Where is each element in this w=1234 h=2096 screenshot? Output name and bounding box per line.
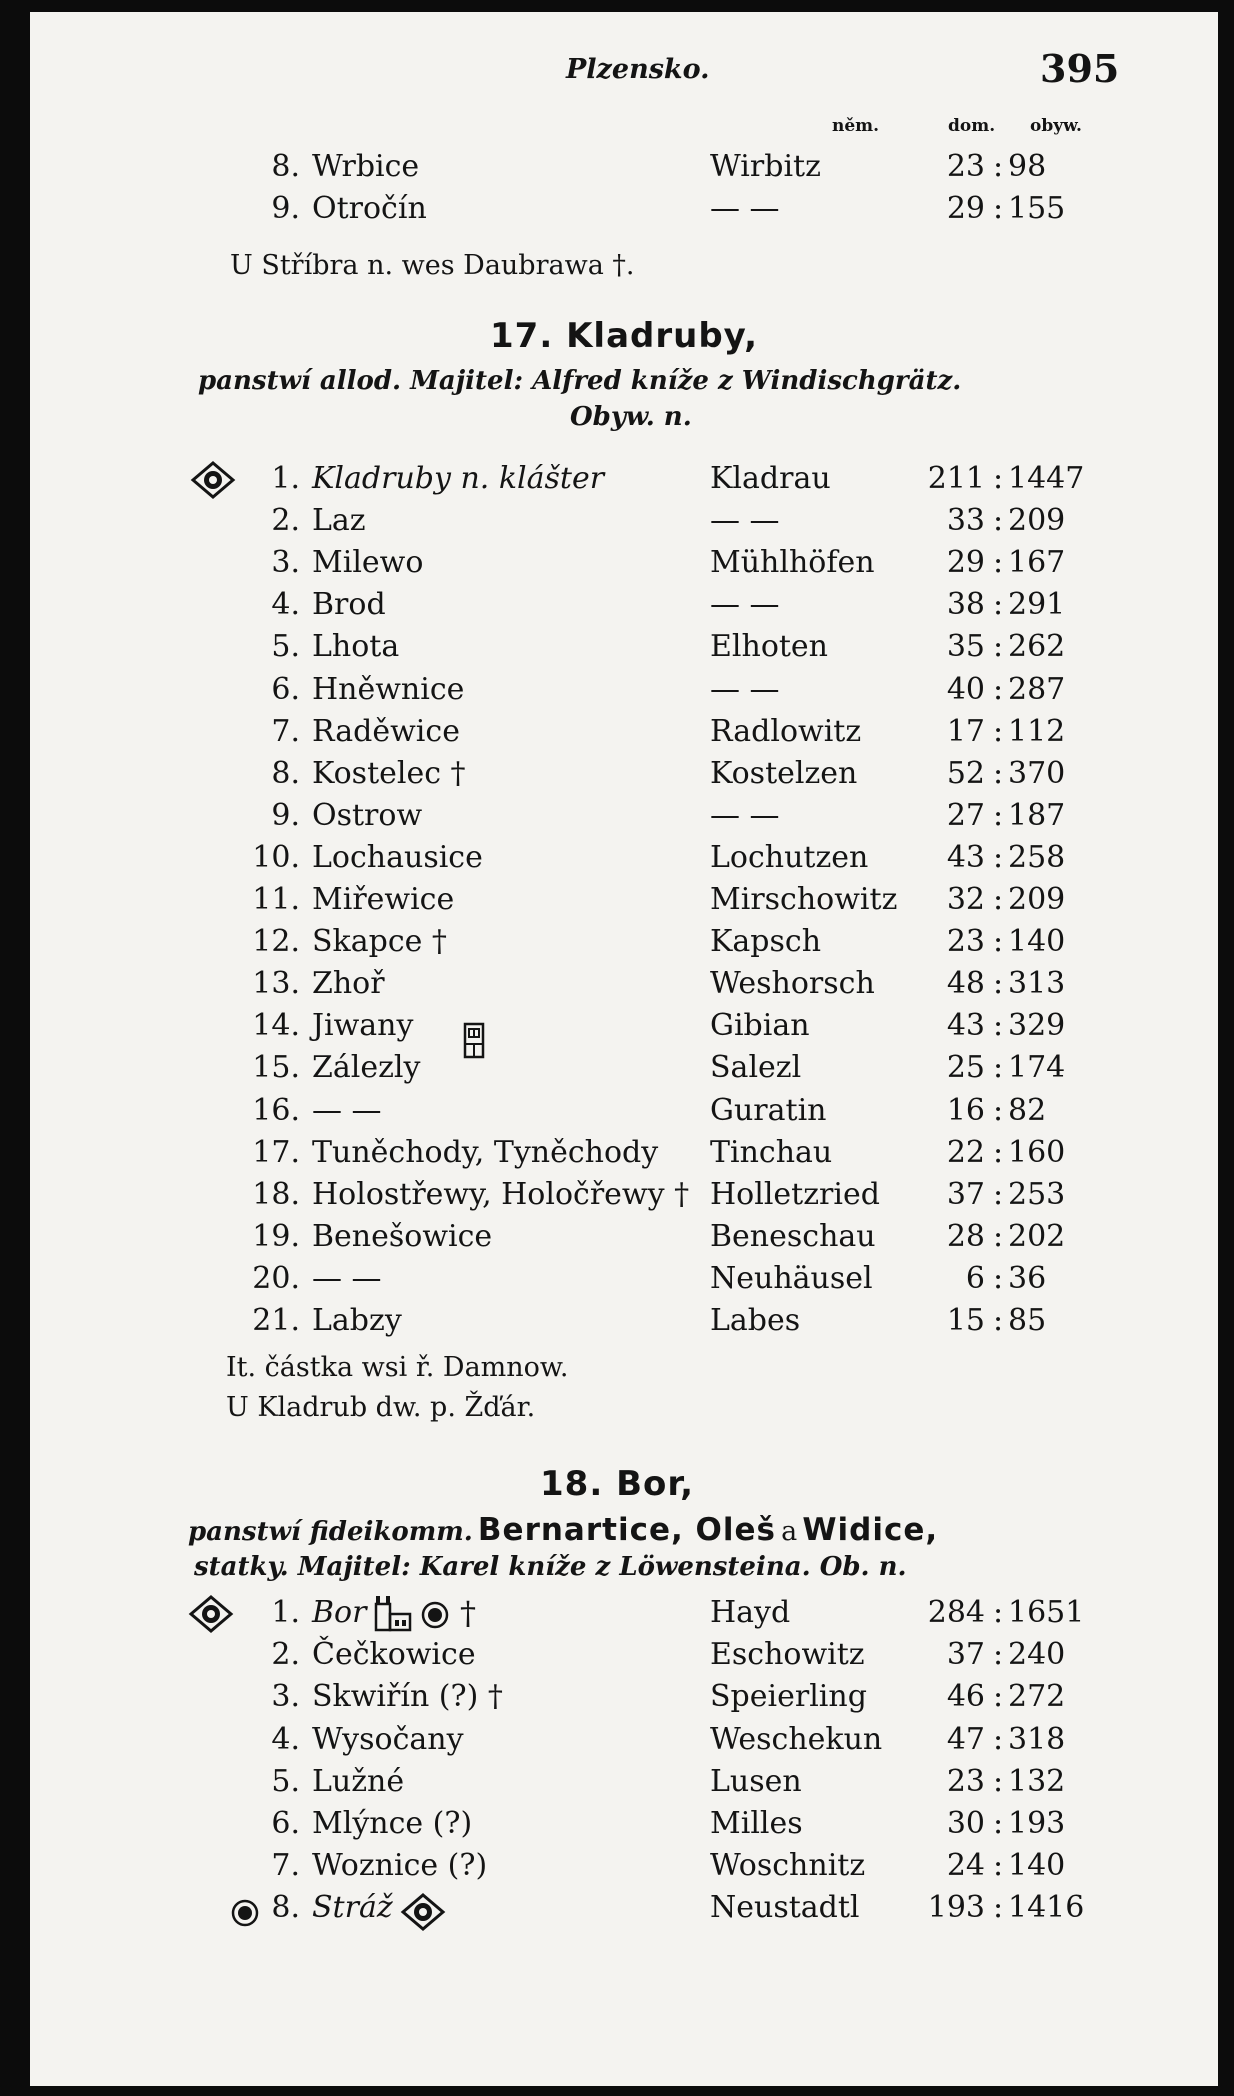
german-name: — — bbox=[710, 587, 780, 623]
population: 1651 bbox=[1008, 1595, 1085, 1630]
table-row bbox=[30, 1174, 1218, 1216]
village-name: — — bbox=[312, 1260, 382, 1296]
village-name: Kostelec † bbox=[312, 755, 466, 791]
table-row bbox=[30, 963, 1218, 1005]
table-row bbox=[30, 837, 1218, 879]
population: 132 bbox=[1008, 1763, 1066, 1799]
row-number: 1. bbox=[271, 1595, 300, 1630]
house-count: 37 bbox=[946, 1637, 985, 1673]
separator: : bbox=[992, 1008, 1004, 1044]
row-number: 7. bbox=[271, 1848, 300, 1884]
row-number: 3. bbox=[271, 545, 300, 581]
estate-names: Bernartice, Oleš bbox=[477, 1512, 777, 1548]
conjunction: a bbox=[781, 1516, 798, 1547]
population: 112 bbox=[1008, 713, 1066, 749]
house-count: 40 bbox=[946, 671, 985, 707]
population: 36 bbox=[1008, 1260, 1047, 1296]
section-18-subtitle bbox=[188, 1512, 938, 1548]
village-name: Laz bbox=[312, 503, 366, 539]
table-row bbox=[30, 1216, 1218, 1258]
village-name: Skwiřín (?) † bbox=[312, 1679, 503, 1715]
section-note: U Kladrub dw. p. Žďár. bbox=[226, 1392, 536, 1423]
village-name: Bor bbox=[312, 1595, 367, 1630]
table-row bbox=[30, 1803, 1218, 1845]
tower-icon bbox=[462, 1020, 486, 1060]
german-name: Speierling bbox=[710, 1679, 867, 1715]
village-name: Zálezly bbox=[312, 1050, 421, 1086]
manor-icon bbox=[230, 1898, 260, 1928]
separator: : bbox=[992, 1176, 1004, 1212]
separator: : bbox=[992, 1092, 1004, 1128]
separator: : bbox=[992, 587, 1004, 623]
village-name: Lužné bbox=[312, 1763, 405, 1799]
german-name: Guratin bbox=[710, 1092, 827, 1128]
table-row bbox=[30, 188, 1218, 230]
house-count: 17 bbox=[946, 713, 985, 749]
table-row bbox=[30, 1845, 1218, 1887]
population: 258 bbox=[1008, 839, 1066, 875]
col-header-german: něm. bbox=[832, 116, 880, 136]
house-count: 48 bbox=[946, 966, 985, 1002]
table-row bbox=[30, 1090, 1218, 1132]
house-count: 35 bbox=[946, 629, 985, 665]
section-17-title: 17. Kladruby, bbox=[490, 316, 759, 356]
table-row bbox=[30, 753, 1218, 795]
separator: : bbox=[992, 1260, 1004, 1296]
table-row bbox=[30, 584, 1218, 626]
estate-name-widice: Widice, bbox=[802, 1512, 939, 1548]
village-name: Woznice (?) bbox=[312, 1848, 488, 1884]
row-number: 9. bbox=[271, 191, 300, 226]
table-row bbox=[30, 1005, 1218, 1047]
house-count: 29 bbox=[946, 191, 985, 226]
village-name: Wrbice bbox=[312, 149, 420, 184]
section-17-subtitle-2: Obyw. n. bbox=[570, 402, 692, 432]
german-name: Kostelzen bbox=[710, 755, 858, 791]
town-symbol-icon bbox=[188, 1594, 234, 1634]
row-number: 18. bbox=[252, 1176, 300, 1212]
row-number: 21. bbox=[252, 1303, 300, 1338]
row-number: 12. bbox=[252, 924, 300, 960]
row-number: 13. bbox=[252, 966, 300, 1002]
german-name: Elhoten bbox=[710, 629, 829, 665]
house-count: 16 bbox=[946, 1092, 985, 1128]
separator: : bbox=[992, 924, 1004, 960]
house-count: 284 bbox=[927, 1595, 985, 1630]
table-row bbox=[30, 500, 1218, 542]
house-count: 43 bbox=[946, 1008, 985, 1044]
house-count: 6 bbox=[965, 1260, 985, 1296]
german-name: — — bbox=[710, 671, 780, 707]
german-name: Labes bbox=[710, 1303, 801, 1338]
population: 160 bbox=[1008, 1134, 1066, 1170]
house-count: 33 bbox=[946, 503, 985, 539]
row-number: 10. bbox=[252, 839, 300, 875]
row-number: 9. bbox=[271, 797, 300, 833]
row-number: 6. bbox=[271, 671, 300, 707]
population: 1447 bbox=[1008, 461, 1085, 496]
separator: : bbox=[992, 713, 1004, 749]
village-name: Čečkowice bbox=[312, 1637, 476, 1673]
village-name: Jiwany bbox=[312, 1008, 414, 1044]
house-count: 37 bbox=[946, 1176, 985, 1212]
village-name: Hněwnice bbox=[312, 671, 465, 707]
row-number: 17. bbox=[252, 1134, 300, 1170]
separator: : bbox=[992, 1806, 1004, 1841]
row-number: 5. bbox=[271, 629, 300, 665]
village-name: Zhoř bbox=[312, 966, 385, 1002]
castle-icon bbox=[372, 1592, 414, 1634]
house-count: 23 bbox=[946, 924, 985, 960]
population: 240 bbox=[1008, 1637, 1066, 1673]
village-name: — — bbox=[312, 1092, 382, 1128]
german-name: Milles bbox=[710, 1806, 803, 1841]
separator: : bbox=[992, 1637, 1004, 1673]
row-number: 15. bbox=[252, 1050, 300, 1086]
village-name: Brod bbox=[312, 587, 386, 623]
german-name: Salezl bbox=[710, 1050, 802, 1086]
row-number: 2. bbox=[271, 503, 300, 539]
separator: : bbox=[992, 966, 1004, 1002]
separator: : bbox=[992, 755, 1004, 791]
row-number: 20. bbox=[252, 1260, 300, 1296]
row-number: 8. bbox=[271, 1890, 300, 1926]
separator: : bbox=[992, 839, 1004, 875]
german-name: Wirbitz bbox=[710, 149, 821, 184]
row-number: 5. bbox=[271, 1763, 300, 1799]
population: 167 bbox=[1008, 545, 1066, 581]
row-number: 8. bbox=[271, 755, 300, 791]
town-symbol-icon bbox=[400, 1892, 446, 1932]
population: 287 bbox=[1008, 671, 1066, 707]
table-row bbox=[30, 1719, 1218, 1761]
village-name: Stráž bbox=[312, 1890, 393, 1926]
german-name: Kladrau bbox=[710, 461, 831, 496]
house-count: 28 bbox=[946, 1218, 985, 1254]
house-count: 193 bbox=[927, 1890, 985, 1926]
population: 370 bbox=[1008, 755, 1066, 791]
german-name: — — bbox=[710, 797, 780, 833]
town-symbol-icon bbox=[190, 460, 236, 500]
table-row bbox=[30, 1300, 1218, 1342]
population: 291 bbox=[1008, 587, 1066, 623]
population: 187 bbox=[1008, 797, 1066, 833]
table-row bbox=[30, 1634, 1218, 1676]
section-18-title: 18. Bor, bbox=[540, 1464, 695, 1504]
german-name: Kapsch bbox=[710, 924, 822, 960]
page-number: 395 bbox=[1040, 46, 1120, 91]
house-count: 22 bbox=[946, 1134, 985, 1170]
table-row bbox=[30, 542, 1218, 584]
row-number: 19. bbox=[252, 1218, 300, 1254]
population: 318 bbox=[1008, 1721, 1066, 1757]
separator: : bbox=[992, 149, 1004, 184]
german-name: Holletzried bbox=[710, 1176, 880, 1212]
house-count: 47 bbox=[946, 1721, 985, 1757]
separator: : bbox=[992, 1848, 1004, 1884]
section-note: U Stříbra n. wes Daubrawa †. bbox=[230, 250, 635, 281]
section-note: It. částka wsi ř. Damnow. bbox=[226, 1352, 569, 1383]
population: 193 bbox=[1008, 1806, 1066, 1841]
population: 82 bbox=[1008, 1092, 1047, 1128]
german-name: Woschnitz bbox=[710, 1848, 866, 1884]
village-name: Raděwice bbox=[312, 713, 460, 749]
german-name: Weschekun bbox=[710, 1721, 883, 1757]
population: 98 bbox=[1008, 149, 1047, 184]
church-cross-icon: † bbox=[460, 1594, 476, 1632]
separator: : bbox=[992, 1721, 1004, 1757]
population: 85 bbox=[1008, 1303, 1047, 1338]
village-name: Holostřewy, Holočřewy † bbox=[312, 1176, 690, 1212]
col-header-houses: dom. bbox=[948, 116, 996, 136]
row-number: 6. bbox=[271, 1806, 300, 1841]
house-count: 15 bbox=[946, 1303, 985, 1338]
german-name: Neustadtl bbox=[710, 1890, 860, 1926]
population: 313 bbox=[1008, 966, 1066, 1002]
population: 202 bbox=[1008, 1218, 1066, 1254]
population: 209 bbox=[1008, 503, 1066, 539]
separator: : bbox=[992, 1763, 1004, 1799]
village-name: Mlýnce (?) bbox=[312, 1806, 473, 1841]
book-page bbox=[30, 12, 1218, 2086]
population: 262 bbox=[1008, 629, 1066, 665]
separator: : bbox=[992, 461, 1004, 496]
row-number: 3. bbox=[271, 1679, 300, 1715]
separator: : bbox=[992, 1134, 1004, 1170]
house-count: 43 bbox=[946, 839, 985, 875]
table-row bbox=[30, 1676, 1218, 1718]
house-count: 27 bbox=[946, 797, 985, 833]
german-name: Hayd bbox=[710, 1595, 791, 1630]
table-row bbox=[30, 879, 1218, 921]
house-count: 46 bbox=[946, 1679, 985, 1715]
village-name: Milewo bbox=[312, 545, 424, 581]
village-name: Labzy bbox=[312, 1303, 402, 1338]
table-row bbox=[30, 921, 1218, 963]
german-name: — — bbox=[710, 191, 780, 226]
village-name: Wysočany bbox=[312, 1721, 464, 1757]
german-name: Radlowitz bbox=[710, 713, 862, 749]
german-name: Neuhäusel bbox=[710, 1260, 873, 1296]
german-name: Beneschau bbox=[710, 1218, 876, 1254]
population: 253 bbox=[1008, 1176, 1066, 1212]
separator: : bbox=[992, 1050, 1004, 1086]
table-row bbox=[30, 146, 1218, 188]
separator: : bbox=[992, 1218, 1004, 1254]
col-header-inhabitants: obyw. bbox=[1030, 116, 1082, 136]
population: 174 bbox=[1008, 1050, 1066, 1086]
table-row bbox=[30, 795, 1218, 837]
separator: : bbox=[992, 545, 1004, 581]
row-number: 8. bbox=[271, 149, 300, 184]
village-name: Lochausice bbox=[312, 839, 483, 875]
village-name: Kladruby n. klášter bbox=[312, 461, 605, 496]
table-row bbox=[30, 711, 1218, 753]
row-number: 2. bbox=[271, 1637, 300, 1673]
house-count: 38 bbox=[946, 587, 985, 623]
population: 155 bbox=[1008, 191, 1066, 226]
german-name: — — bbox=[710, 503, 780, 539]
house-count: 30 bbox=[946, 1806, 985, 1841]
german-name: Lusen bbox=[710, 1763, 802, 1799]
house-count: 211 bbox=[927, 461, 985, 496]
row-number: 16. bbox=[252, 1092, 300, 1128]
table-row bbox=[30, 669, 1218, 711]
row-number: 4. bbox=[271, 1721, 300, 1757]
page-title: Plzensko. bbox=[566, 54, 710, 85]
german-name: Lochutzen bbox=[710, 839, 869, 875]
table-row bbox=[30, 1761, 1218, 1803]
row-number: 7. bbox=[271, 713, 300, 749]
village-name: Benešowice bbox=[312, 1218, 493, 1254]
separator: : bbox=[992, 629, 1004, 665]
village-name: Lhota bbox=[312, 629, 400, 665]
german-name: Tinchau bbox=[710, 1134, 833, 1170]
row-number: 14. bbox=[252, 1008, 300, 1044]
separator: : bbox=[992, 882, 1004, 917]
row-number: 4. bbox=[271, 587, 300, 623]
table-row bbox=[30, 626, 1218, 668]
population: 140 bbox=[1008, 1848, 1066, 1884]
estate-type: panstwí fideikomm. bbox=[188, 1517, 473, 1547]
separator: : bbox=[992, 671, 1004, 707]
row-number: 1. bbox=[271, 461, 300, 496]
house-count: 23 bbox=[946, 1763, 985, 1799]
manor-icon bbox=[420, 1600, 450, 1630]
german-name: Gibian bbox=[710, 1008, 810, 1044]
separator: : bbox=[992, 797, 1004, 833]
separator: : bbox=[992, 1679, 1004, 1715]
village-name: Tuněchody, Tyněchody bbox=[312, 1134, 659, 1170]
village-name: Miřewice bbox=[312, 882, 455, 917]
table-row bbox=[30, 1258, 1218, 1300]
house-count: 24 bbox=[946, 1848, 985, 1884]
village-name: Skapce † bbox=[312, 924, 447, 960]
section-18-subtitle-2: statky. Majitel: Karel kníže z Löwensteina. Ob. n. bbox=[194, 1552, 907, 1582]
house-count: 52 bbox=[946, 755, 985, 791]
population: 209 bbox=[1008, 882, 1066, 917]
house-count: 25 bbox=[946, 1050, 985, 1086]
village-name: Ostrow bbox=[312, 797, 423, 833]
house-count: 32 bbox=[946, 882, 985, 917]
separator: : bbox=[992, 1595, 1004, 1630]
population: 329 bbox=[1008, 1008, 1066, 1044]
table-row bbox=[30, 1132, 1218, 1174]
population: 140 bbox=[1008, 924, 1066, 960]
separator: : bbox=[992, 191, 1004, 226]
house-count: 29 bbox=[946, 545, 985, 581]
table-row bbox=[30, 1047, 1218, 1089]
population: 1416 bbox=[1008, 1890, 1085, 1926]
separator: : bbox=[992, 503, 1004, 539]
german-name: Mühlhöfen bbox=[710, 545, 875, 581]
row-number: 11. bbox=[252, 882, 300, 917]
separator: : bbox=[992, 1890, 1004, 1926]
separator: : bbox=[992, 1303, 1004, 1338]
table-row bbox=[30, 1887, 1218, 1929]
german-name: Eschowitz bbox=[710, 1637, 865, 1673]
german-name: Mirschowitz bbox=[710, 882, 898, 917]
section-17-subtitle: panstwí allod. Majitel: Alfred kníže z Windischgrätz. bbox=[198, 366, 962, 396]
village-name: Otročín bbox=[312, 191, 427, 226]
german-name: Weshorsch bbox=[710, 966, 875, 1002]
house-count: 23 bbox=[946, 149, 985, 184]
population: 272 bbox=[1008, 1679, 1066, 1715]
